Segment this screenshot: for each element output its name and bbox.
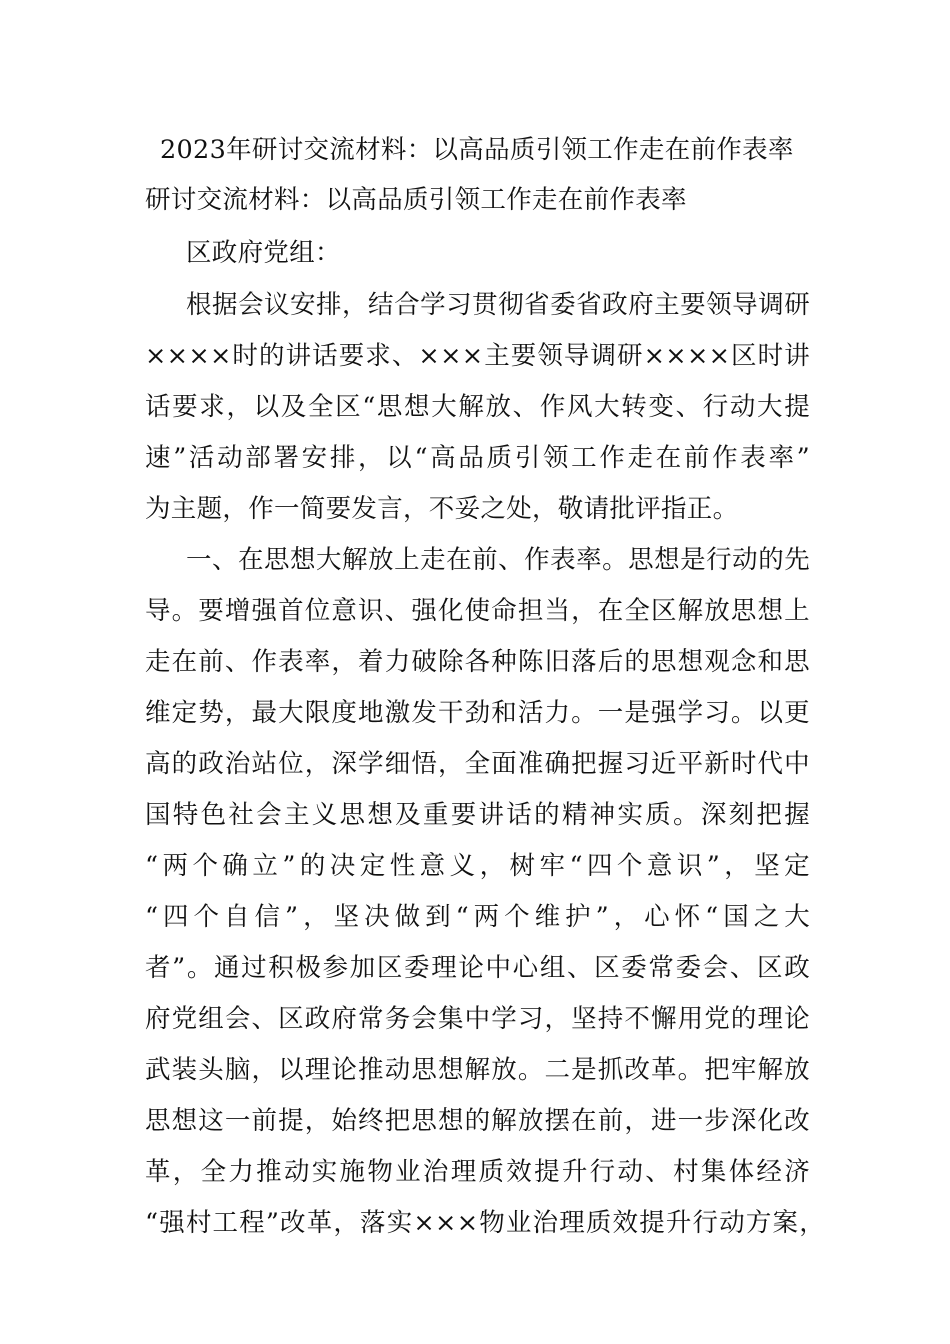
body-line: “强村工程”改革，落实×××物业治理质效提升行动方案，: [145, 1208, 825, 1238]
body-line: 高的政治站位，深学细悟，全面准确把握习近平新时代中: [145, 749, 810, 779]
body-line: 国特色社会主义思想及重要讲话的精神实质。深刻把握: [145, 800, 810, 830]
body-line: 根据会议安排，结合学习贯彻省委省政府主要领导调研: [186, 290, 810, 320]
salutation: 区政府党组：: [186, 238, 341, 268]
body-line: 思想这一前提，始终把思想的解放摆在前，进一步深化改: [145, 1106, 810, 1136]
body-line: 维定势，最大限度地激发干劲和活力。一是强学习。以更: [145, 698, 810, 728]
body-line: 导。要增强首位意识、强化使命担当，在全区解放思想上: [145, 596, 810, 626]
body-line: 府党组会、区政府常务会集中学习，坚持不懈用党的理论: [145, 1004, 810, 1034]
body-line: 为主题，作一简要发言，不妥之处，敬请批评指正。: [145, 494, 739, 524]
body-line: 武装头脑，以理论推动思想解放。二是抓改革。把牢解放: [145, 1055, 810, 1085]
body-line: “两个确立”的决定性意义，树牢“四个意识”，坚定: [145, 851, 810, 881]
body-line: 者”。通过积极参加区委理论中心组、区委常委会、区政: [145, 953, 810, 983]
body-line: 革，全力推动实施物业治理质效提升行动、村集体经济: [145, 1157, 810, 1187]
document-title-line-2: 研讨交流材料：以高品质引领工作走在前作表率: [145, 185, 687, 215]
body-line: 一、在思想大解放上走在前、作表率。思想是行动的先: [186, 545, 810, 575]
body-line: “四个自信”，坚决做到“两个维护”，心怀“国之大: [145, 902, 810, 932]
body-line: 速”活动部署安排，以“高品质引领工作走在前作表率”: [145, 443, 810, 473]
document-title-line-1: 2023年研讨交流材料：以高品质引领工作走在前作表率: [160, 135, 794, 165]
body-line: 话要求，以及全区“思想大解放、作风大转变、行动大提: [145, 392, 810, 422]
body-line: 走在前、作表率，着力破除各种陈旧落后的思想观念和思: [145, 647, 810, 677]
body-line: ××××时的讲话要求、×××主要领导调研××××区时讲: [145, 341, 810, 371]
